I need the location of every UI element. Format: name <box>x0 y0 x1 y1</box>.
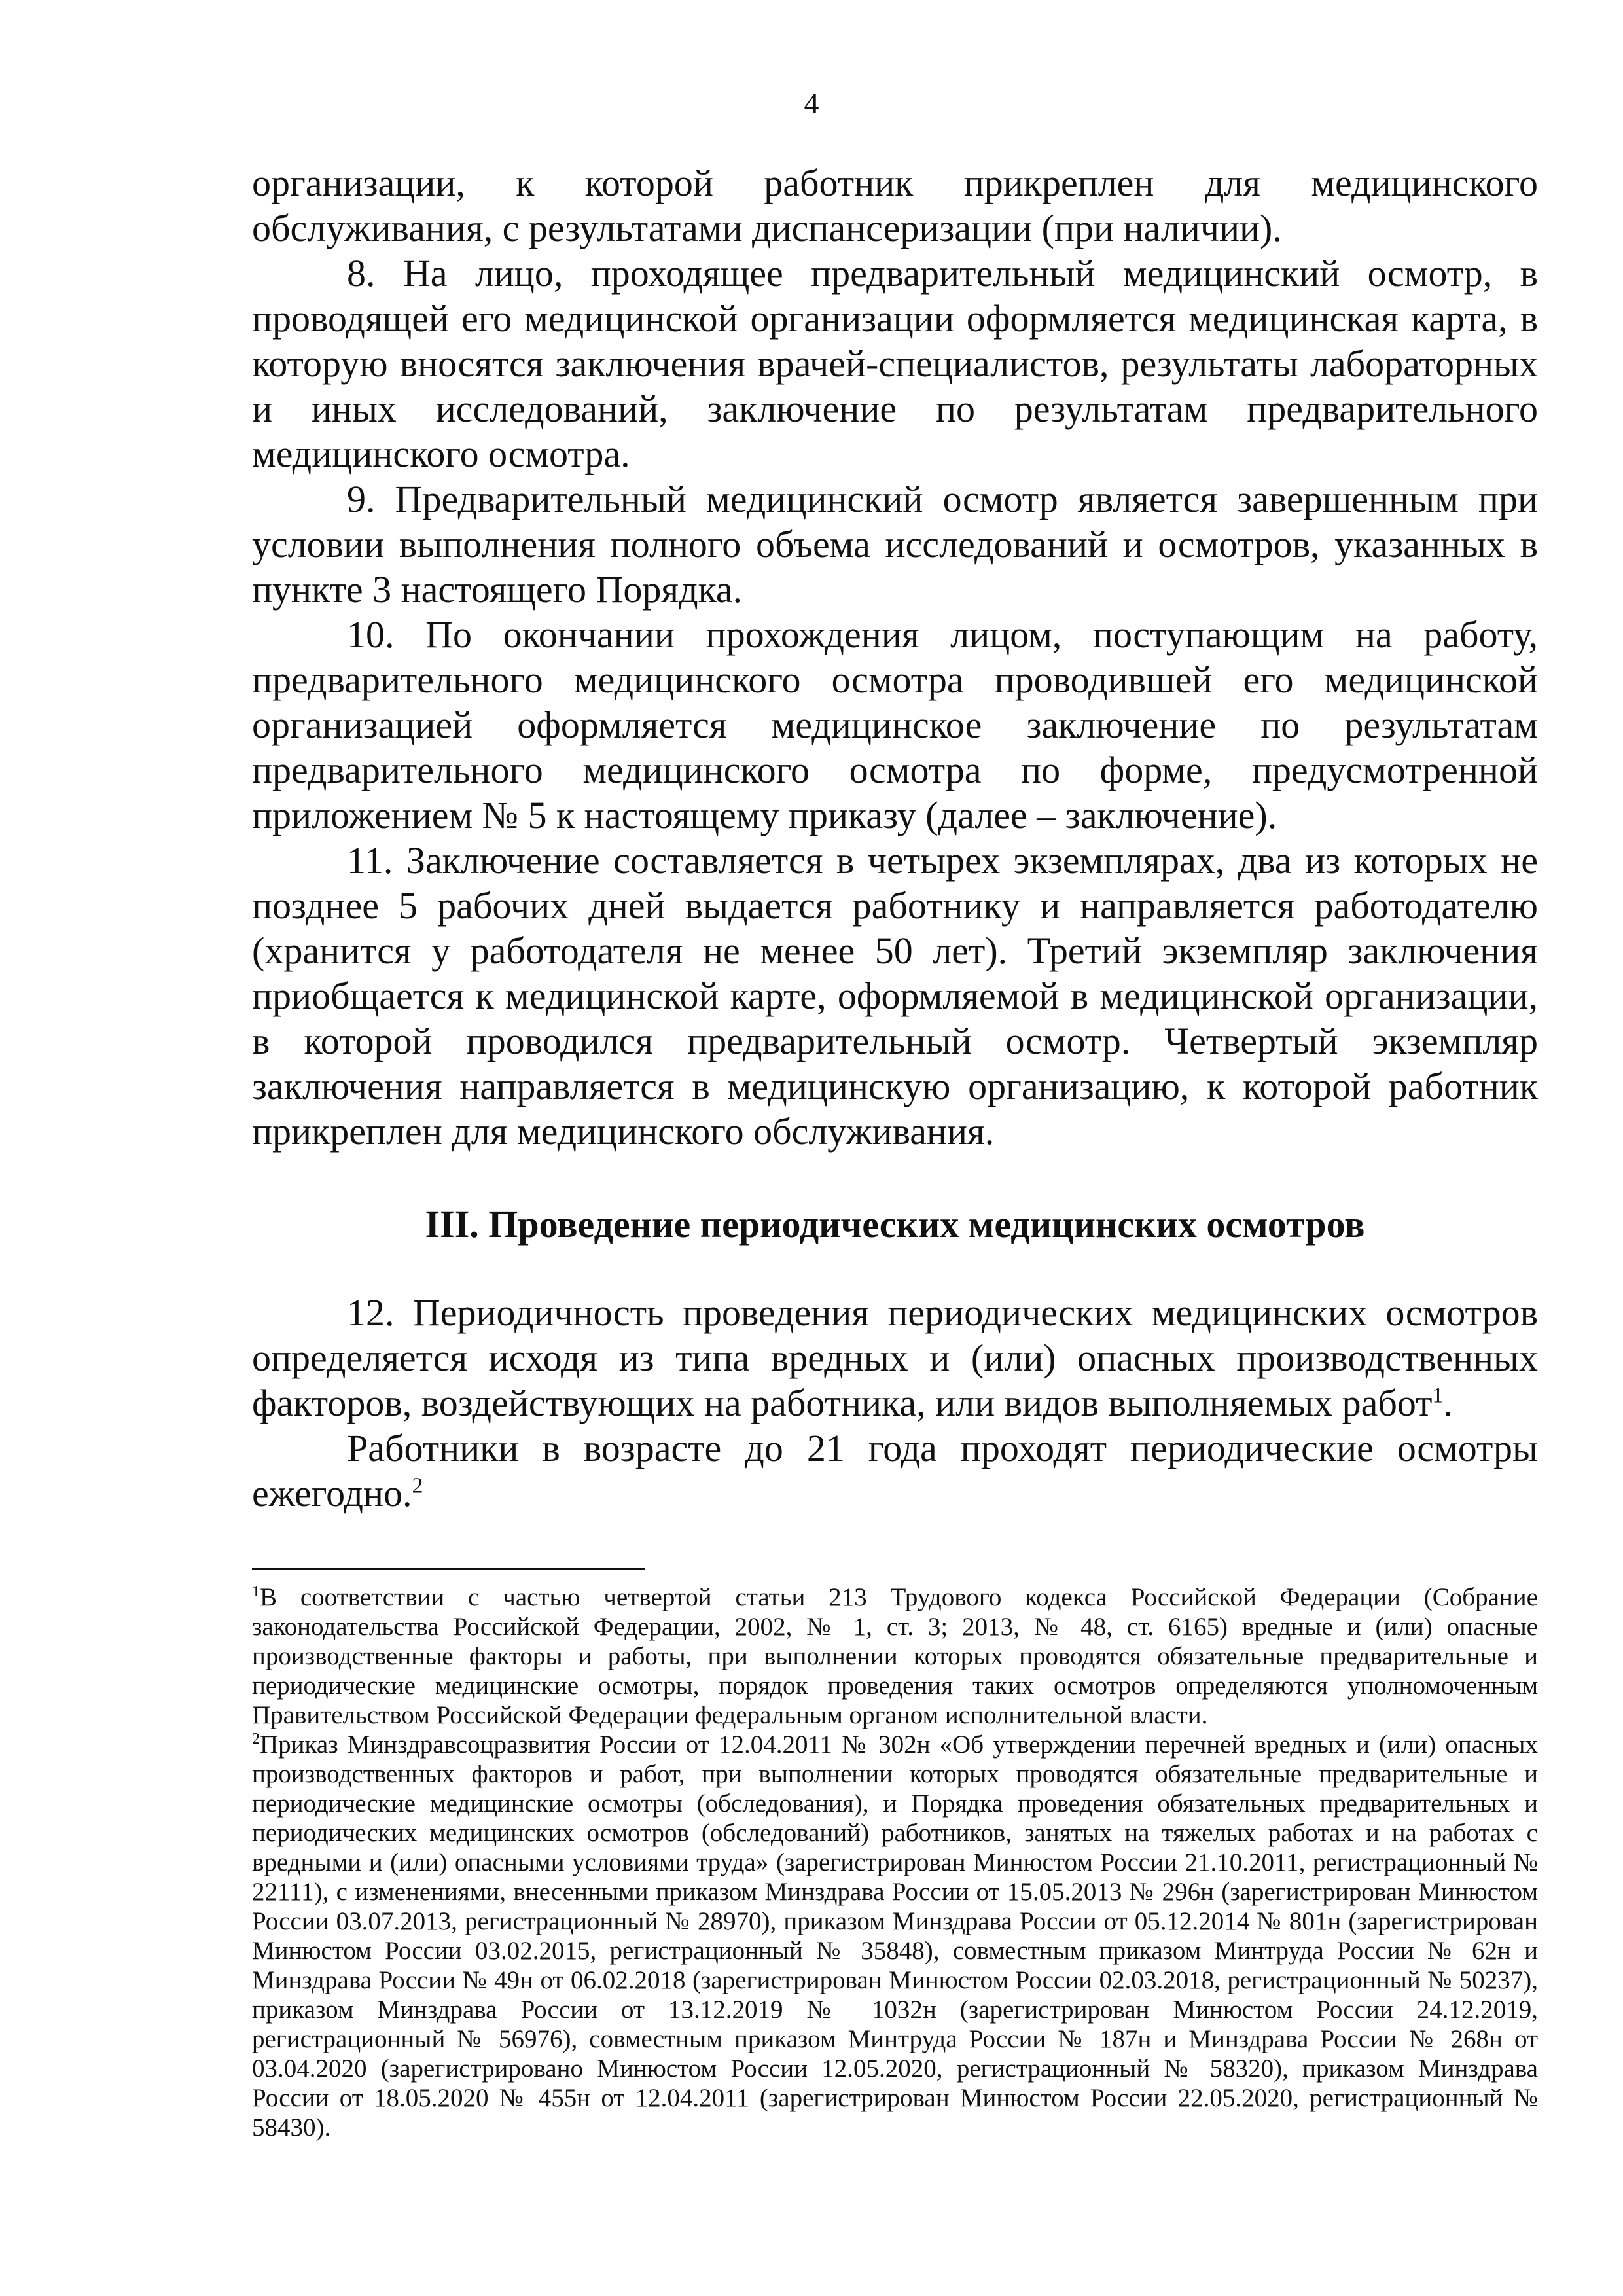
page-number: 4 <box>804 86 819 120</box>
footnote-2 <box>252 1730 1538 2142</box>
paragraph-continuation: организации, к которой работник прикреплен для медицинского обслуживания, с результатами диспансеризации (при наличии). <box>252 162 1538 249</box>
main-text <box>252 160 1538 1516</box>
footnote-1-text: В соответствии с частью четвертой статьи 213 Трудового кодекса Российской Федерации (Собрание законодательства Российской Федерации, 2002, № 1, ст. 3; 2013, № 48, ст. 6165) вредные и (или) опасные производственные факторы и работы, при выполнении которых проводятся обязательные предварительные и периодические медицинские осмотры, порядок проведения таких осмотров определяются уполномоченным Правительством Российской Федерации федеральным органом исполнительной власти. <box>252 1583 1538 1729</box>
paragraph-12 <box>252 1290 1538 1426</box>
footnote-ref-2: 2 <box>412 1473 423 1498</box>
section-heading: III. Проведение периодических медицинских осмотров <box>425 1203 1365 1246</box>
paragraph-9: 9. Предварительный медицинский осмотр является завершенным при условии выполнения полного объема исследований и осмотров, указанных в пункте 3 настоящего Порядка. <box>252 478 1538 611</box>
footnote-2-mark: 2 <box>252 1731 260 1748</box>
footnote-ref-1: 1 <box>1432 1383 1444 1408</box>
paragraph-13 <box>252 1426 1538 1516</box>
paragraph-10: 10. По окончании прохождения лицом, поступающим на работу, предварительного медицинского осмотра проводившей его медицинской организацией оформляется медицинское заключение по результатам предварительного медицинского осмотра по форме, предусмотренной приложением № 5 к настоящему приказу (далее – заключение). <box>252 613 1538 836</box>
paragraph-12-end: . <box>1443 1382 1453 1424</box>
footnotes <box>252 1583 1538 2142</box>
paragraph-8: 8. На лицо, проходящее предварительный медицинский осмотр, в проводящей его медицинской организации оформляется медицинская карта, в которую вносятся заключения врачей-специалистов, результаты лабораторных и иных исследований, заключение по результатам предварительного медицинского осмотра. <box>252 252 1538 475</box>
footnote-divider <box>252 1568 645 1570</box>
footnote-2-text: Приказ Минздравсоцразвития России от 12.04.2011 № 302н «Об утверждении перечней вредных и (или) опасных производственных факторов и работ, при выполнении которых проводятся обязательные предварительные и периодические медицинские осмотры (обследования), и Порядка проведения обязательных предварительных и периодических медицинских осмотров (обследований) работников, занятых на тяжелых работах и на работах с вредными и (или) опасными условиями труда» (зарегистрирован Минюстом России 21.10.2011, регистрационный № 22111), с изменениями, внесенными приказом Минздрава России от 15.05.2013 № 296н (зарегистрирован Минюстом России 03.07.2013, регистрационный № 28970), приказом Минздрава России от 05.12.2014 № 801н (зарегистрирован Минюстом России 03.02.2015, регистрационный № 35848), совместным приказом Минтруда России № 62н и Минздрава России № 49н от 06.02.2018 (зарегистрирован Минюстом России 02.03.2018, регистрационный № 50237), приказом Минздрава России от 13.12.2019 № 1032н (зарегистрирован Минюстом России 24.12.2019, регистрационный № 56976), совместным приказом Минтруда России № 187н и Минздрава России № 268н от 03.04.2020 (зарегистрировано Минюстом России 12.05.2020, регистрационный № 58320), приказом Минздрава России от 18.05.2020 № 455н от 12.04.2011 (зарегистрирован Минюстом России 22.05.2020, регистрационный № 58430). <box>252 1731 1538 2142</box>
footnote-1-mark: 1 <box>252 1583 260 1600</box>
paragraph-11: 11. Заключение составляется в четырех экземплярах, два из которых не позднее 5 рабочих дней выдается работнику и направляется работодателю (хранится у работодателя не менее 50 лет). Третий экземпляр заключения приобщается к медицинской карте, оформляемой в медицинской организации, в которой проводился предварительный осмотр. Четвертый экземпляр заключения направляется в медицинскую организацию, к которой работник прикреплен для медицинского обслуживания. <box>252 839 1538 1153</box>
paragraph-12-text: 12. Периодичность проведения периодических медицинских осмотров определяется исходя из типа вредных и (или) опасных производственных факторов, воздействующих на работника, или видов выполняемых работ <box>252 1291 1538 1424</box>
paragraph-13-text: Работники в возрасте до 21 года проходят периодические осмотры ежегодно. <box>252 1427 1538 1515</box>
footnote-1 <box>252 1583 1538 1730</box>
